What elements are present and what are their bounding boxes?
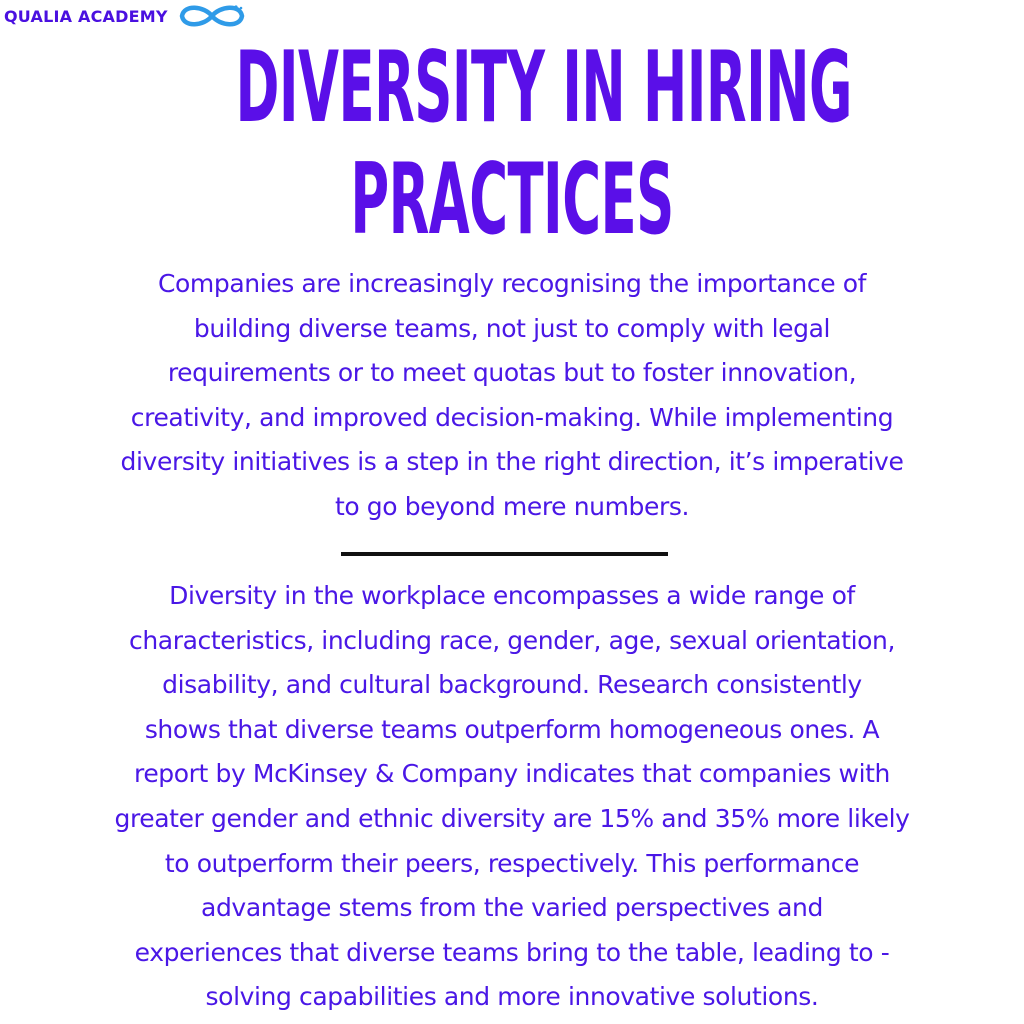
- paragraph-line: characteristics, including race, gender, age, sexual orientation,: [128, 625, 896, 655]
- paragraph-line: experiences that diverse teams bring to the table, leading to -: [134, 937, 890, 967]
- paragraph-line: report by McKinsey & Company indicates that companies with: [134, 759, 890, 789]
- paragraph-line: shows that diverse teams outperform homogeneous ones. A: [144, 714, 880, 744]
- infinity-logo-icon: [174, 2, 250, 30]
- paragraph-line: Diversity in the workplace encompasses a wide range of: [169, 581, 855, 610]
- paragraph-line: Companies are increasingly recognising the importance of: [157, 269, 867, 298]
- paragraph-line: to outperform their peers, respectively. This performance: [164, 848, 860, 878]
- section-divider: [341, 552, 668, 556]
- paragraph-line: greater gender and ethnic diversity are 15% and 35% more likely: [114, 803, 910, 833]
- title-line: PRACTICES: [350, 143, 674, 257]
- paragraph-line: requirements or to meet quotas but to foster innovation,: [167, 358, 857, 388]
- page-title: [235, 31, 852, 257]
- body-paragraph: [0, 574, 1024, 1020]
- paragraph-line: building diverse teams, not just to comply with legal: [193, 313, 831, 343]
- paragraph-line: disability, and cultural background. Research consistently: [162, 670, 862, 700]
- brand-header: [4, 2, 250, 30]
- paragraph-line: diversity initiatives is a step in the right direction, it’s imperative: [120, 447, 904, 477]
- title-line: DIVERSITY IN HIRING: [235, 31, 852, 145]
- brand-name: QUALIA ACADEMY: [4, 6, 168, 26]
- paragraph-line: solving capabilities and more innovative solutions.: [205, 982, 819, 1012]
- intro-paragraph: [0, 262, 1024, 530]
- paragraph-line: creativity, and improved decision-making. While implementing: [130, 402, 894, 432]
- paragraph-line: advantage stems from the varied perspectives and: [201, 893, 823, 923]
- paragraph-line: to go beyond mere numbers.: [334, 491, 690, 521]
